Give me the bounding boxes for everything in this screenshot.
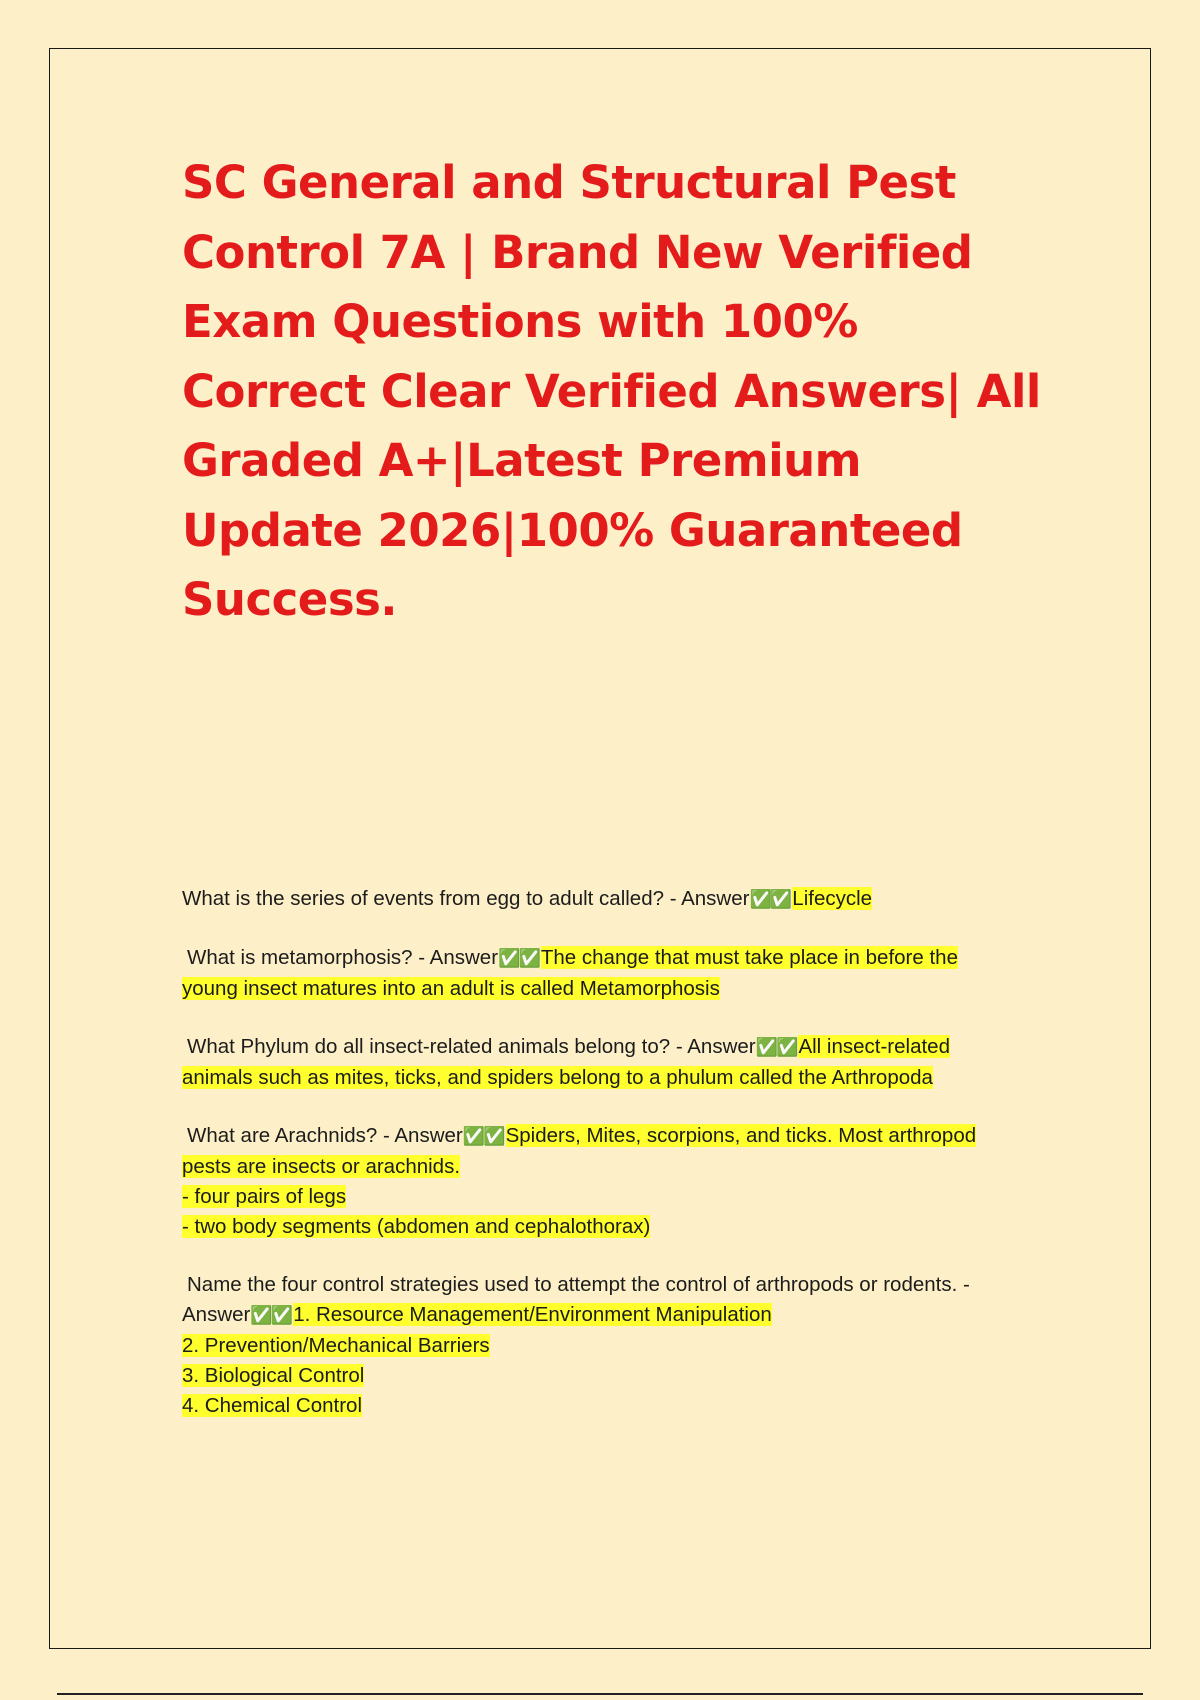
question-text: What is metamorphosis? <box>187 946 413 969</box>
answer-text: Spiders, Mites, scorpions, and ticks. Most arthropod pests are insects or arachnids. <box>182 1124 977 1178</box>
double-check-icon: ✅✅ <box>498 948 539 969</box>
answer-bullet: - two body segments (abdomen and cephalothorax) <box>182 1215 651 1238</box>
qa-list <box>182 884 1002 1449</box>
qa-item <box>182 884 1002 915</box>
answer-text: Lifecycle <box>792 887 873 910</box>
question-text: What is the series of events from egg to adult called? <box>182 887 665 910</box>
answer-label: - Answer <box>670 1035 756 1058</box>
answer-label: - Answer <box>664 887 750 910</box>
answer-list-item: 1. Resource Management/Environment Manipulation <box>293 1303 772 1326</box>
double-check-icon: ✅✅ <box>749 889 791 910</box>
qa-item <box>182 943 1002 1004</box>
question-text: What are Arachnids? <box>187 1124 378 1147</box>
answer-bullet: - four pairs of legs <box>182 1185 347 1208</box>
answer-label: - Answer <box>182 1273 970 1326</box>
question-text: Name the four control strategies used to attempt the control of arthropods or rodents. <box>187 1273 958 1296</box>
double-check-icon: ✅✅ <box>462 1126 504 1147</box>
qa-item <box>182 1032 1002 1093</box>
answer-list-item: 2. Prevention/Mechanical Barriers <box>182 1334 490 1357</box>
answer-list-item: 3. Biological Control <box>182 1364 365 1387</box>
qa-item <box>182 1270 1002 1421</box>
answer-text: The change that must take place in before the young insect matures into an adult is called Metamorphosis <box>182 946 958 1000</box>
double-check-icon: ✅✅ <box>755 1037 797 1058</box>
answer-list-item: 4. Chemical Control <box>182 1394 363 1417</box>
answer-label: - Answer <box>412 946 499 969</box>
document-title: SC General and Structural Pest Control 7A | Brand New Verified Exam Questions with 100% Correct Clear Verified Answers| All Graded A+|Latest Premium Update 2026|100% Guaranteed Success. <box>182 156 1041 626</box>
footer-divider <box>57 1693 1143 1695</box>
question-text: What Phylum do all insect-related animals belong to? <box>187 1035 671 1058</box>
answer-label: - Answer <box>377 1124 463 1147</box>
qa-item <box>182 1121 1002 1242</box>
double-check-icon: ✅✅ <box>250 1305 292 1326</box>
answer-text: All insect-related animals such as mites, ticks, and spiders belong to a phulum called the Arthropoda <box>182 1035 950 1089</box>
